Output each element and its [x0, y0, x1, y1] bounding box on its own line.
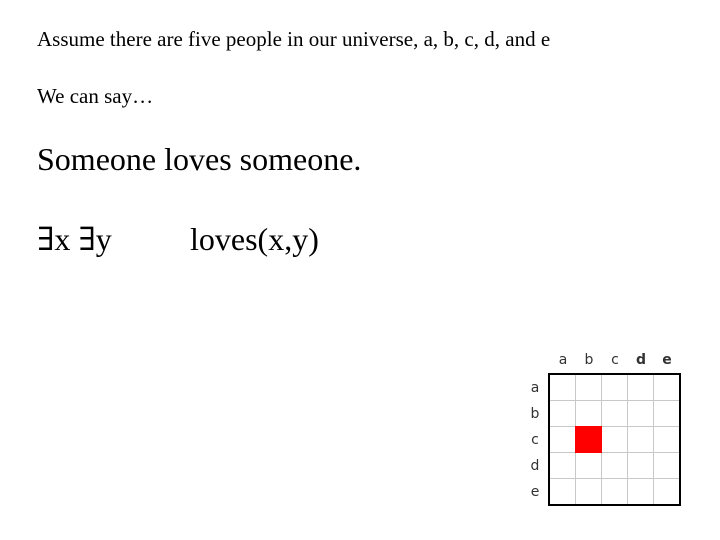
grid-horizontal-line — [550, 426, 679, 427]
grid-horizontal-line — [550, 400, 679, 401]
row-label-c: c — [531, 432, 539, 448]
universe-statement: Assume there are five people in our universe, a, b, c, d, and e — [37, 27, 551, 51]
grid-cells — [548, 373, 681, 506]
quantifier-expression: ∃x ∃y — [37, 221, 112, 257]
column-label-c: c — [611, 352, 619, 368]
loves-relation-grid — [522, 346, 692, 516]
row-label-d: d — [530, 458, 540, 474]
grid-horizontal-line — [550, 452, 679, 453]
row-label-b: b — [530, 406, 540, 422]
grid-vertical-line — [653, 375, 654, 504]
predicate-expression: loves(x,y) — [190, 221, 319, 257]
column-label-a: a — [558, 352, 568, 368]
column-label-e: e — [662, 352, 672, 368]
english-sentence: Someone loves someone. — [37, 141, 362, 177]
grid-horizontal-line — [550, 478, 679, 479]
highlighted-cell — [575, 426, 602, 453]
intro-text: We can say… — [37, 84, 154, 108]
row-label-e: e — [530, 484, 540, 500]
column-label-b: b — [584, 352, 594, 368]
grid-vertical-line — [627, 375, 628, 504]
row-label-a: a — [530, 380, 540, 396]
column-label-d: d — [635, 352, 647, 368]
